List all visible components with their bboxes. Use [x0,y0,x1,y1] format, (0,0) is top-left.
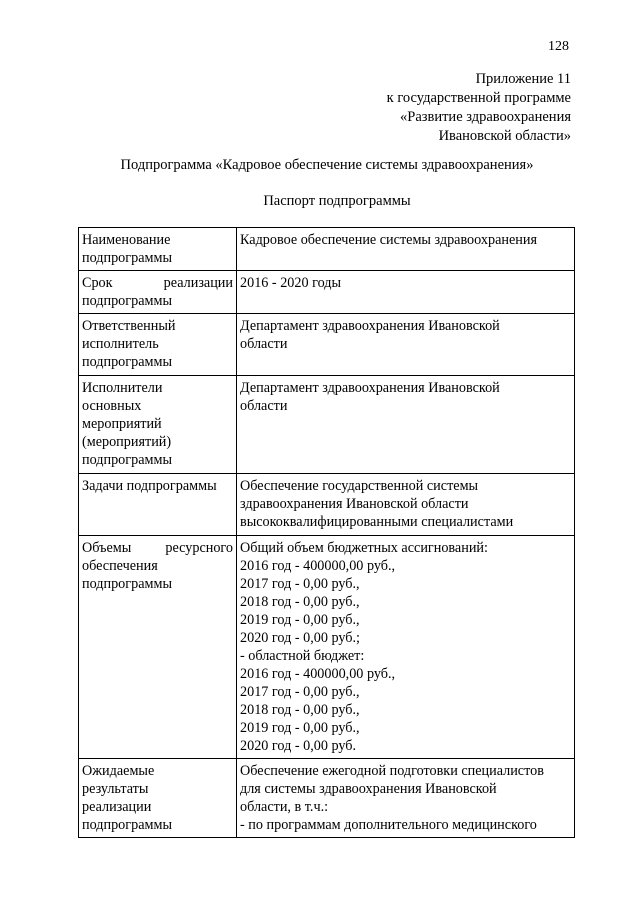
value-line: Обеспечение ежегодной подготовки специалистов [240,763,544,779]
label-line: подпрограммы [82,817,172,833]
row-value [237,314,575,376]
row-label [79,314,237,376]
table-row [79,759,575,838]
label-line: (мероприятий) [82,434,172,450]
page-number: 128 [548,39,569,54]
row-value [237,759,575,838]
label-line: исполнитель [82,336,159,352]
appendix-header [387,70,571,146]
value-line: 2016 год - 400000,00 руб., [240,558,396,574]
row-label [79,759,237,838]
label-word: ресурсного [165,540,233,556]
label-line: результаты [82,781,149,797]
passport-table [78,227,575,838]
row-value [237,228,575,271]
table-row [79,536,575,759]
appendix-line: «Развитие здравоохранения [400,109,571,125]
appendix-line: Ивановской области» [438,128,571,144]
label-line: подпрограммы [82,354,172,370]
value-line: 2017 год - 0,00 руб., [240,576,360,592]
label-line: основных [82,398,142,414]
table-row [79,314,575,376]
label-line: реализации [82,799,152,815]
value-line: области, в т.ч.: [240,799,329,815]
value-line: Обеспечение государственной системы [240,478,479,494]
label-line: подпрограммы [82,576,172,592]
label-line: Исполнители [82,380,163,396]
value-line: высококвалифицированными специалистами [240,514,514,530]
value-line: - по программам дополнительного медицинского [240,817,537,833]
value-line: - областной бюджет: [240,648,365,664]
value-line: области [240,398,288,414]
row-label [79,228,237,271]
label-line: мероприятий [82,416,162,432]
value-line: 2020 год - 0,00 руб.; [240,630,361,646]
row-value [237,271,575,314]
value-line: 2018 год - 0,00 руб., [240,594,360,610]
label-line [82,274,233,292]
row-label [79,474,237,536]
appendix-line: Приложение 11 [475,71,571,87]
value-line: Общий объем бюджетных ассигнований: [240,540,488,556]
table-row [79,271,575,314]
label-line: подпрограммы [82,293,172,309]
label-word: Срок [82,275,113,291]
label-word: Объемы [82,540,132,556]
label-line: подпрограммы [82,250,172,266]
value-line: здравоохранения Ивановской области [240,496,469,512]
value-line: 2020 год - 0,00 руб. [240,738,357,754]
table-row [79,474,575,536]
label-line: Задачи подпрограммы [82,478,217,494]
value-line: для системы здравоохранения Ивановской [240,781,497,797]
row-label [79,376,237,474]
row-label [79,271,237,314]
value-line: 2019 год - 0,00 руб., [240,720,360,736]
row-value [237,376,575,474]
value-line: 2016 год - 400000,00 руб., [240,666,396,682]
appendix-line: к государственной программе [386,90,571,106]
label-line [82,539,233,557]
passport-title: Паспорт подпрограммы [263,193,411,209]
label-word: реализации [163,275,233,291]
value-line: области [240,336,288,352]
value-line: Департамент здравоохранения Ивановской [240,318,500,334]
row-label [79,536,237,759]
row-value [237,536,575,759]
value-line: 2017 год - 0,00 руб., [240,684,360,700]
subprogram-title: Подпрограмма «Кадровое обеспечение системы здравоохранения» [120,157,534,173]
label-line: Наименование [82,232,171,248]
label-line: подпрограммы [82,452,172,468]
value-line: Департамент здравоохранения Ивановской [240,380,500,396]
value-line: 2019 год - 0,00 руб., [240,612,360,628]
table-row [79,376,575,474]
label-line: Ответственный [82,318,176,334]
value-line: Кадровое обеспечение системы здравоохранения [240,232,537,248]
label-line: обеспечения [82,558,158,574]
table-row [79,228,575,271]
label-line: Ожидаемые [82,763,155,779]
value-line: 2018 год - 0,00 руб., [240,702,360,718]
value-line: 2016 - 2020 годы [240,275,342,291]
row-value [237,474,575,536]
